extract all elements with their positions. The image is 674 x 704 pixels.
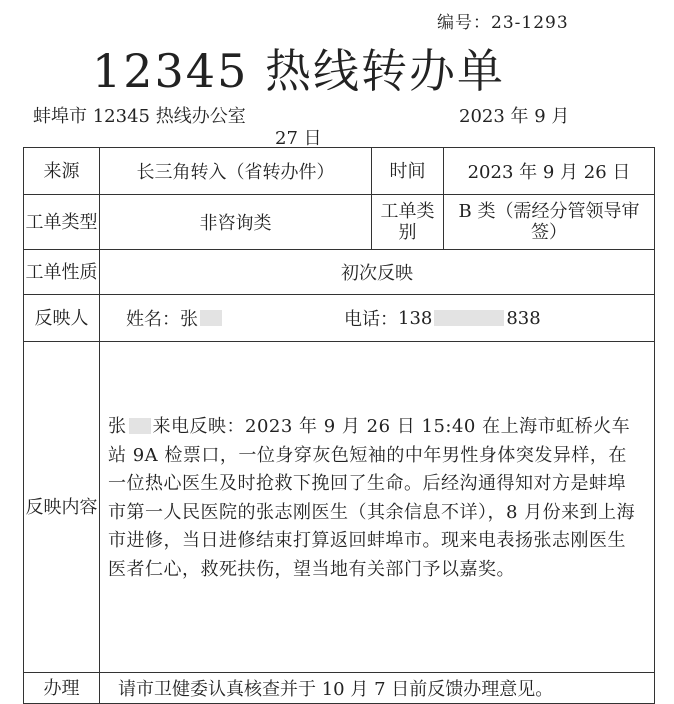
reporter-label: 反映人 — [24, 295, 100, 342]
complaint-content — [108, 413, 644, 585]
content-label: 反映内容 — [24, 342, 100, 673]
issuing-office: 蚌埠市 12345 热线办公室 — [33, 106, 246, 127]
ticket-nature-label: 工单性质 — [24, 250, 100, 295]
row-source — [24, 148, 655, 195]
ticket-type-label: 工单类型 — [24, 195, 100, 250]
source-label: 来源 — [24, 148, 100, 195]
content-lead: 张 — [108, 416, 127, 437]
time-label: 时间 — [372, 148, 444, 195]
phone-prefix: 138 — [398, 307, 433, 329]
source-value: 长三角转入（省转办件） — [100, 148, 372, 195]
row-ticket-type — [24, 195, 655, 250]
redaction-mask — [129, 418, 151, 434]
issue-date-line2: 27 日 — [275, 128, 322, 149]
serial-number: 编号：23-1293 — [437, 13, 569, 33]
time-value: 2023 年 9 月 26 日 — [444, 148, 655, 195]
ticket-category-label: 工单类别 — [372, 195, 444, 250]
ticket-nature-value: 初次反映 — [100, 250, 655, 295]
row-reporter — [24, 295, 655, 342]
handling-label: 办理 — [24, 673, 100, 704]
name-value: 张 — [180, 309, 198, 330]
row-ticket-nature — [24, 250, 655, 295]
phone-label: 电话： — [344, 309, 398, 330]
ticket-type-value: 非咨询类 — [100, 195, 372, 250]
content-body: 来电反映：2023 年 9 月 26 日 15:40 在上海市虹桥火车站 9A 检票口，一位身穿灰色短袖的中年男性身体突发异样，在一位热心医生及时抢救下挽回了生命。后经沟通得知对方是蚌埠市第一人民医院的张志刚医生（其余信息不详），8 月份来到上海市进修，当日进修结束打算返回蚌埠市。现来电表扬张志刚医生医者仁心，救死扶伤，望当地有关部门予以嘉奖。 — [108, 416, 636, 580]
issue-date-line1: 2023 年 9 月 — [459, 106, 570, 127]
content-cell — [100, 342, 655, 673]
document-title: 12345 热线转办单 — [92, 44, 505, 98]
row-content — [24, 342, 655, 673]
reporter-contact-cell — [100, 295, 655, 342]
handling-value: 请市卫健委认真核查并于 10 月 7 日前反馈办理意见。 — [100, 673, 655, 704]
transfer-form-table — [23, 147, 655, 704]
redaction-mask — [200, 310, 222, 326]
redaction-mask — [434, 310, 504, 326]
row-handling — [24, 673, 655, 704]
name-label: 姓名： — [126, 309, 180, 330]
phone-suffix: 838 — [506, 307, 541, 329]
ticket-category-value: B 类（需经分管领导审签） — [444, 195, 655, 250]
